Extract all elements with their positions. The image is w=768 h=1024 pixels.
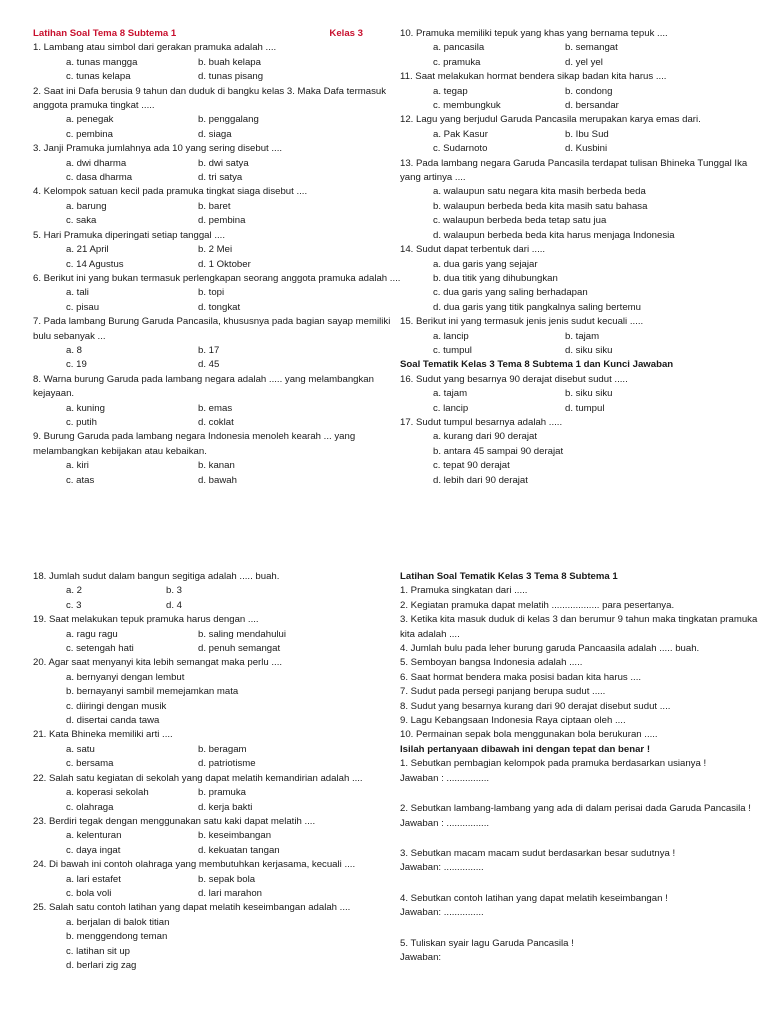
question-text: 21. Kata Bhineka memiliki arti .... bbox=[33, 729, 173, 741]
answer-option: a. kelenturan bbox=[66, 830, 122, 842]
short-answer-list bbox=[400, 584, 768, 742]
answer-options bbox=[400, 41, 768, 70]
answer-options bbox=[33, 56, 401, 85]
answer-options bbox=[33, 157, 401, 186]
answer-option: d. tri satya bbox=[198, 172, 243, 184]
answer-option: b. walaupun berbeda beda kita masih satu bahasa bbox=[433, 200, 648, 212]
question-text: 12. Lagu yang berjudul Garuda Pancasila merupakan karya emas dari. bbox=[400, 114, 701, 126]
answer-option: a. bernyanyi dengan lembut bbox=[66, 671, 185, 683]
answer-options bbox=[33, 628, 401, 657]
answer-line: Jawaban: ............... bbox=[400, 862, 484, 874]
answer-option: c. dasa dharma bbox=[66, 172, 133, 184]
answer-option: b. bernayanyi sambil memejamkan mata bbox=[66, 686, 239, 698]
answer-options bbox=[400, 387, 768, 416]
answer-option: b. condong bbox=[565, 85, 613, 97]
answer-option: d. 45 bbox=[198, 359, 220, 371]
answer-option: d. bersandar bbox=[565, 100, 619, 112]
question-list bbox=[400, 373, 768, 488]
answer-option: d. siaga bbox=[198, 128, 232, 140]
answer-options bbox=[400, 128, 768, 157]
short-question: 3. Ketika kita masuk duduk di kelas 3 dan berumur 9 tahun maka tingkatan pramuka kita adalah .... bbox=[400, 614, 758, 640]
question-text: 23. Berdiri tegak dengan menggunakan satu kaki dapat melatih .... bbox=[33, 815, 316, 827]
answer-option: a. barung bbox=[66, 200, 107, 212]
answer-option: c. putih bbox=[66, 416, 97, 428]
answer-option: b. saling mendahului bbox=[198, 628, 287, 640]
answer-option: c. tunas kelapa bbox=[66, 71, 131, 83]
answer-option: d. berlari zig zag bbox=[66, 959, 137, 971]
answer-option: c. dua garis yang saling berhadapan bbox=[433, 287, 588, 299]
answer-option: b. kanan bbox=[198, 460, 235, 472]
answer-option: c. pembina bbox=[66, 128, 113, 140]
class-label: Kelas 3 bbox=[329, 28, 363, 39]
answer-option: a. walaupun satu negara kita masih berbeda beda bbox=[433, 186, 646, 198]
answer-options bbox=[400, 185, 768, 243]
answer-option: b. topi bbox=[198, 287, 225, 299]
answer-option: a. tunas mangga bbox=[66, 56, 138, 68]
answer-option: a. satu bbox=[66, 743, 95, 755]
worksheet-title: Latihan Soal Tema 8 Subtema 1 bbox=[33, 28, 177, 39]
answer-option: d. siku siku bbox=[565, 344, 613, 356]
answer-option: d. kekuatan tangan bbox=[198, 844, 280, 856]
question-text: 24. Di bawah ini contoh olahraga yang membutuhkan kerjasama, kecuali .... bbox=[33, 859, 356, 871]
page1-right-column bbox=[400, 27, 768, 488]
answer-option: b. antara 45 sampai 90 derajat bbox=[433, 445, 564, 457]
answer-option: d. walaupun berbeda beda kita harus menjaga Indonesia bbox=[433, 229, 675, 241]
question-text: 25. Salah satu contoh latihan yang dapat melatih keseimbangan adalah .... bbox=[33, 902, 351, 914]
answer-option: d. patriotisme bbox=[198, 758, 256, 770]
answer-options bbox=[33, 786, 401, 815]
answer-option: d. bawah bbox=[198, 474, 237, 486]
answer-option: c. Sudarnoto bbox=[433, 143, 488, 155]
answer-options bbox=[400, 85, 768, 114]
answer-options bbox=[33, 873, 401, 902]
answer-options bbox=[33, 916, 401, 974]
answer-line: Jawaban : ................ bbox=[400, 817, 490, 829]
question-text: 9. Burung Garuda pada lambang negara Indonesia menoleh kearah ... yang melambangkan kebijakan atau kebaikan. bbox=[33, 431, 356, 457]
answer-option: b. sepak bola bbox=[198, 873, 256, 885]
question-text: 10. Pramuka memiliki tepuk yang khas yang bernama tepuk .... bbox=[400, 28, 668, 39]
essay-list bbox=[400, 757, 768, 965]
answer-option: b. siku siku bbox=[565, 388, 613, 400]
answer-option: b. dua titik yang dihubungkan bbox=[433, 272, 558, 284]
answer-option: c. 14 Agustus bbox=[66, 258, 124, 270]
question-text: 14. Sudut dapat terbentuk dari ..... bbox=[400, 244, 546, 256]
answer-option: a. 21 April bbox=[66, 244, 109, 256]
question-text: 5. Hari Pramuka diperingati setiap tanggal .... bbox=[33, 229, 225, 241]
answer-option: b. pramuka bbox=[198, 787, 246, 799]
short-question: 7. Sudut pada persegi panjang berupa sudut ..... bbox=[400, 686, 606, 698]
answer-option: c. pisau bbox=[66, 301, 100, 313]
answer-option: c. bersama bbox=[66, 758, 114, 770]
answer-option: c. setengah hati bbox=[66, 643, 134, 655]
answer-option: a. tegap bbox=[433, 85, 468, 97]
answer-options bbox=[33, 459, 401, 488]
question-text: 20. Agar saat menyanyi kita lebih semangat maka perlu .... bbox=[33, 657, 283, 669]
answer-options bbox=[33, 286, 401, 315]
answer-options bbox=[33, 743, 401, 772]
answer-option: b. Ibu Sud bbox=[565, 128, 609, 140]
short-question: 5. Semboyan bangsa Indonesia adalah ..... bbox=[400, 657, 583, 669]
answer-option: a. tajam bbox=[433, 388, 468, 400]
answer-option: b. beragam bbox=[198, 743, 247, 755]
answer-line: Jawaban: bbox=[400, 951, 442, 963]
question-text: 1. Lambang atau simbol dari gerakan pramuka adalah .... bbox=[33, 42, 277, 54]
answer-option: a. Pak Kasur bbox=[433, 128, 488, 140]
question-text: 13. Pada lambang negara Garuda Pancasila terdapat tulisan Bhineka Tunggal Ika yang artinya .... bbox=[400, 157, 748, 184]
answer-option: c. membungkuk bbox=[433, 100, 501, 112]
short-question: 8. Sudut yang besarnya kurang dari 90 derajat disebut sudut .... bbox=[400, 700, 671, 712]
essay-question: 4. Sebutkan contoh latihan yang dapat melatih keseimbangan ! bbox=[400, 892, 668, 904]
answer-option: a. pancasila bbox=[433, 42, 485, 54]
answer-option: c. olahraga bbox=[66, 801, 114, 813]
answer-option: b. buah kelapa bbox=[198, 56, 261, 68]
question-text: 2. Saat ini Dafa berusia 9 tahun dan duduk di bangku kelas 3. Maka Dafa termasuk anggota pramuka tingkat ..... bbox=[33, 85, 387, 112]
answer-option: a. 8 bbox=[66, 344, 83, 356]
essay-question: 2. Sebutkan lambang-lambang yang ada di dalam perisai dada Garuda Pancasila ! bbox=[400, 803, 751, 815]
answer-options bbox=[33, 829, 401, 858]
short-question: 2. Kegiatan pramuka dapat melatih .................. para pesertanya. bbox=[400, 599, 675, 611]
answer-option: c. tepat 90 derajat bbox=[433, 460, 510, 472]
answer-options bbox=[33, 584, 401, 613]
answer-option: c. lancip bbox=[433, 402, 469, 414]
answer-option: d. lari marahon bbox=[198, 887, 262, 899]
question-text: 7. Pada lambang Burung Garuda Pancasila, khususnya pada bagian sayap memiliki bulu sebanyak ... bbox=[33, 316, 391, 342]
answer-option: a. lari estafet bbox=[66, 873, 121, 885]
answer-option: d. dua garis yang titik pangkalnya saling bertemu bbox=[433, 301, 641, 313]
answer-options bbox=[400, 330, 768, 359]
answer-line: Jawaban: ............... bbox=[400, 907, 484, 919]
answer-options bbox=[33, 671, 401, 729]
answer-option: a. tali bbox=[66, 287, 89, 299]
answer-option: c. diiringi dengan musik bbox=[66, 700, 167, 712]
answer-option: a. dua garis yang sejajar bbox=[433, 258, 538, 270]
answer-options bbox=[400, 258, 768, 316]
answer-option: b. 2 Mei bbox=[198, 244, 233, 256]
answer-option: d. penuh semangat bbox=[198, 643, 281, 655]
question-text: 8. Warna burung Garuda pada lambang negara adalah ..... yang melambangkan kejayaan. bbox=[33, 373, 374, 400]
answer-option: a. lancip bbox=[433, 330, 469, 342]
essay-question: 1. Sebutkan pembagian kelompok pada pramuka berdasarkan usianya ! bbox=[400, 758, 707, 770]
answer-option: c. 3 bbox=[66, 599, 82, 611]
answer-option: d. coklat bbox=[198, 416, 234, 428]
answer-option: d. 4 bbox=[166, 599, 183, 611]
question-text: 6. Berikut ini yang bukan termasuk perlengkapan seorang anggota pramuka adalah .... bbox=[33, 272, 401, 284]
question-text: 18. Jumlah sudut dalam bangun segitiga adalah ..... buah. bbox=[33, 571, 280, 582]
answer-options bbox=[33, 402, 401, 431]
answer-option: b. menggendong teman bbox=[66, 931, 168, 943]
answer-option: d. disertai canda tawa bbox=[66, 715, 160, 727]
answer-options bbox=[33, 200, 401, 229]
answer-option: b. emas bbox=[198, 402, 233, 414]
question-text: 16. Sudut yang besarnya 90 derajat disebut sudut ..... bbox=[400, 373, 628, 385]
answer-option: c. 19 bbox=[66, 359, 87, 371]
question-text: 17. Sudut tumpul besarnya adalah ..... bbox=[400, 416, 563, 428]
short-question: 4. Jumlah bulu pada leher burung garuda Pancaasila adalah ..... buah. bbox=[400, 643, 700, 655]
answer-option: d. Kusbini bbox=[565, 143, 608, 155]
answer-option: a. berjalan di balok titian bbox=[66, 916, 170, 928]
page2-left-column bbox=[33, 570, 401, 973]
answer-option: d. kerja bakti bbox=[198, 801, 253, 813]
short-question: 9. Lagu Kebangsaan Indonesia Raya ciptaan oleh .... bbox=[400, 715, 626, 727]
answer-options bbox=[33, 243, 401, 272]
answer-option: b. penggalang bbox=[198, 114, 259, 126]
answer-option: b. semangat bbox=[565, 42, 618, 54]
answer-option: d. lebih dari 90 derajat bbox=[433, 474, 528, 486]
answer-option: a. 2 bbox=[66, 585, 83, 597]
answer-option: a. kurang dari 90 derajat bbox=[433, 431, 537, 443]
page2-right-column bbox=[400, 570, 768, 965]
answer-option: b. dwi satya bbox=[198, 157, 249, 169]
answer-option: b. keseimbangan bbox=[198, 830, 272, 842]
question-text: 19. Saat melakukan tepuk pramuka harus dengan .... bbox=[33, 614, 259, 626]
short-question: 10. Permainan sepak bola menggunakan bola berukuran ..... bbox=[400, 729, 658, 741]
answer-option: d. yel yel bbox=[565, 56, 603, 68]
answer-option: d. tumpul bbox=[565, 402, 605, 414]
answer-option: c. tumpul bbox=[433, 344, 472, 356]
answer-option: a. koperasi sekolah bbox=[66, 787, 149, 799]
answer-option: b. 17 bbox=[198, 344, 220, 356]
answer-option: c. bola voli bbox=[66, 887, 112, 899]
question-list bbox=[33, 41, 401, 488]
section-subheading: Soal Tematik Kelas 3 Tema 8 Subtema 1 dan Kunci Jawaban bbox=[400, 359, 674, 371]
answer-option: c. pramuka bbox=[433, 56, 481, 68]
answer-option: b. tajam bbox=[565, 330, 600, 342]
answer-option: a. penegak bbox=[66, 114, 114, 126]
answer-options bbox=[400, 430, 768, 488]
question-text: 3. Janji Pramuka jumlahnya ada 10 yang sering disebut .... bbox=[33, 143, 283, 155]
short-question: 6. Saat hormat bendera maka posisi badan kita harus .... bbox=[400, 671, 642, 683]
essay-question: 3. Sebutkan macam macam sudut berdasarkan besar sudutnya ! bbox=[400, 847, 676, 859]
answer-option: d. tunas pisang bbox=[198, 71, 264, 83]
answer-option: a. ragu ragu bbox=[66, 628, 118, 640]
answer-option: c. atas bbox=[66, 474, 95, 486]
answer-options bbox=[33, 113, 401, 142]
answer-options bbox=[33, 344, 401, 373]
answer-option: a. kiri bbox=[66, 460, 89, 472]
answer-option: d. 1 Oktober bbox=[198, 258, 251, 270]
question-list bbox=[33, 570, 401, 973]
answer-option: a. kuning bbox=[66, 402, 105, 414]
answer-option: c. saka bbox=[66, 215, 97, 227]
answer-option: c. latihan sit up bbox=[66, 945, 130, 957]
question-list bbox=[400, 27, 768, 358]
question-text: 4. Kelompok satuan kecil pada pramuka tingkat siaga disebut .... bbox=[33, 186, 308, 198]
answer-line: Jawaban : ................ bbox=[400, 772, 490, 784]
answer-option: a. dwi dharma bbox=[66, 157, 127, 169]
answer-option: d. pembina bbox=[198, 215, 246, 227]
essay-instruction: Isilah pertanyaan dibawah ini dengan tepat dan benar ! bbox=[400, 743, 651, 755]
answer-option: b. baret bbox=[198, 200, 231, 212]
page1-left-column bbox=[33, 27, 401, 488]
essay-question: 5. Tuliskan syair lagu Garuda Pancasila ! bbox=[400, 937, 574, 949]
worksheet-title: Latihan Soal Tematik Kelas 3 Tema 8 Subtema 1 bbox=[400, 571, 618, 582]
short-question: 1. Pramuka singkatan dari ..... bbox=[400, 585, 528, 597]
answer-option: c. daya ingat bbox=[66, 844, 121, 856]
question-text: 11. Saat melakukan hormat bendera sikap badan kita harus .... bbox=[400, 71, 667, 83]
answer-option: b. 3 bbox=[166, 585, 183, 597]
worksheet-header bbox=[33, 27, 363, 41]
question-text: 22. Salah satu kegiatan di sekolah yang dapat melatih kemandirian adalah .... bbox=[33, 772, 363, 784]
answer-option: d. tongkat bbox=[198, 301, 241, 313]
answer-option: c. walaupun berbeda beda tetap satu jua bbox=[433, 215, 607, 227]
question-text: 15. Berikut ini yang termasuk jenis jenis sudut kecuali ..... bbox=[400, 316, 644, 328]
